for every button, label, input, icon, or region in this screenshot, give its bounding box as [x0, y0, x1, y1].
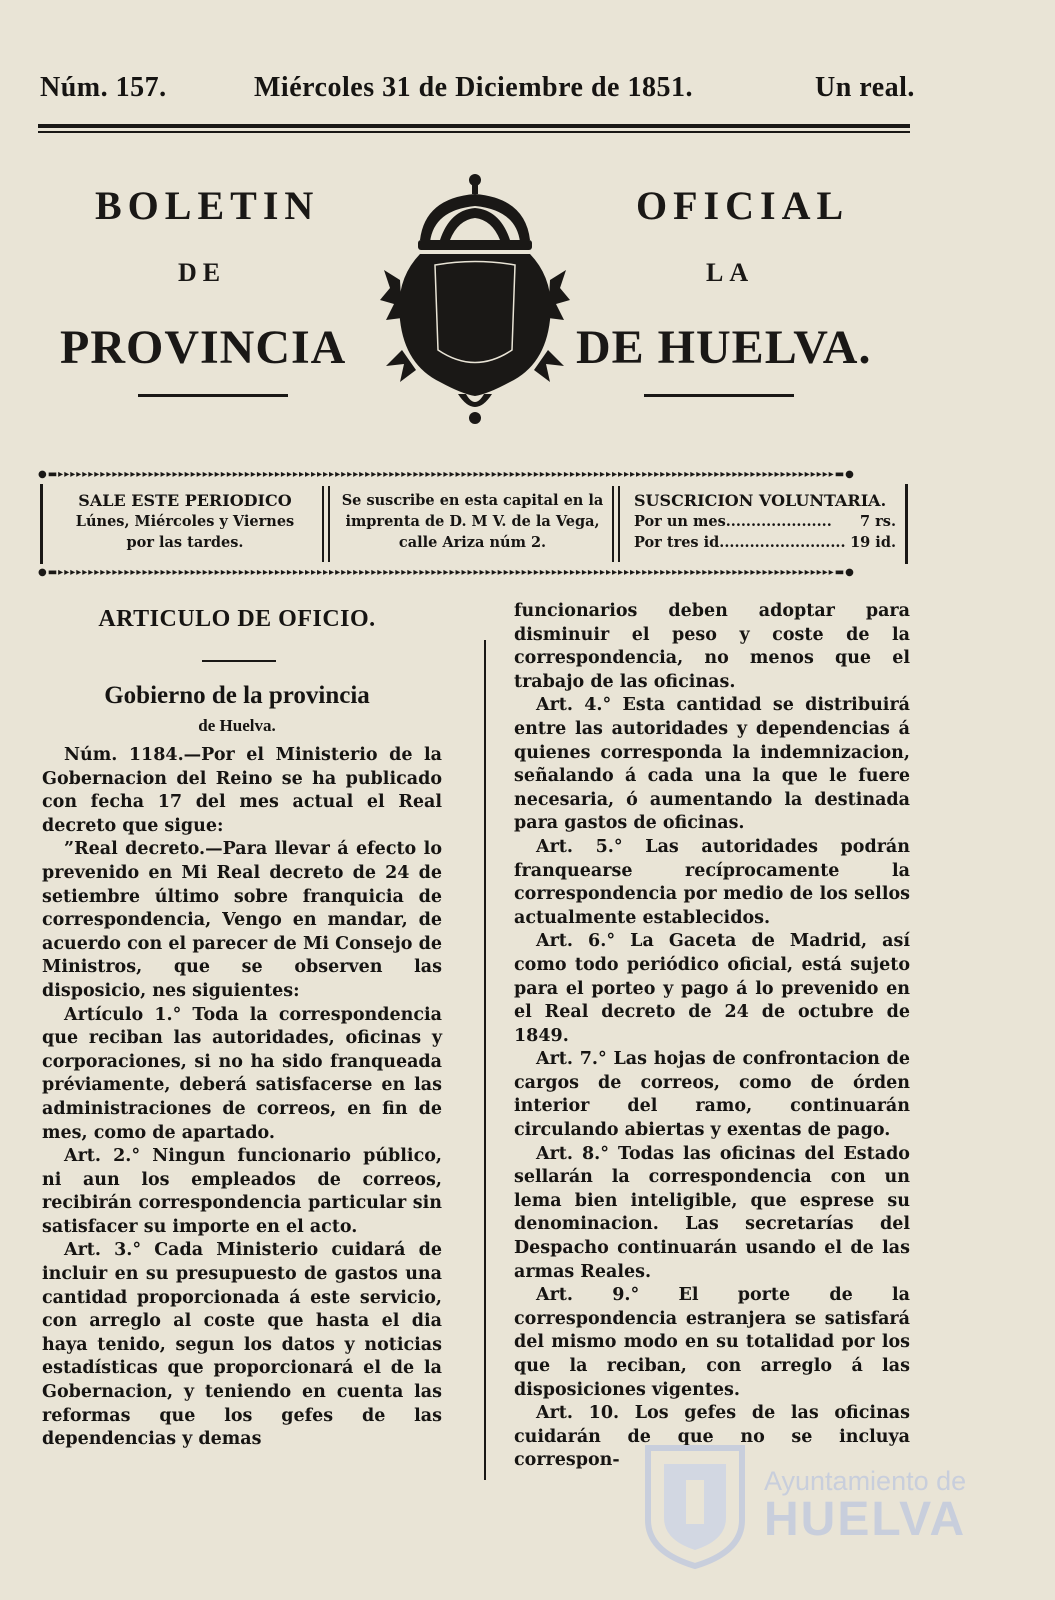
left-paragraph-2: ”Real decreto.—Para llevar á efecto lo prevenido en Mi Real decreto de 24 de setiembre último sobre franquicia de correspondencia, Vengo en mandar, de acuerdo con el parecer de Mi Consejo de Ministros, que se observen las disposicio, nes siguientes: [42, 839, 442, 1001]
right-paragraph-3: Art. 5.° Las autoridades podrán franquearse recíprocamente la correspondencia por medio de los sellos actualmente establecidos. [514, 836, 910, 928]
info-box-border-top: ●▬▸▸▸▸▸▸▸▸▸▸▸▸▸▸▸▸▸▸▸▸▸▸▸▸▸▸▸▸▸▸▸▸▸▸▸▸▸▸▸▸▸▸▸▸▸▸▸▸▸▸▸▸▸▸▸▸▸▸▸▸▸▸▸▸▸▸▸▸▸▸▸▸▸▸▸▸▸▸▸▸▸▸▸▸▸▸▸▸▸▸▸▸▸▸▸▸▸▸▸▸▸▸▸▸▸▸▸▸▸▸▸▸▸▸▸▸▸▸▸▸▸▸▸▸▸▸▸▸▸▬● [38, 470, 855, 480]
city-shield-watermark-icon [640, 1440, 750, 1570]
masthead-rule-top [38, 124, 910, 128]
masthead-rule-bottom [38, 131, 910, 133]
watermark-line2: HUELVA [764, 1493, 967, 1546]
info-publication-schedule [60, 490, 310, 553]
left-paragraph-1: Núm. 1184.—Por el Ministerio de la Gobernacion del Reino se ha publicado con fecha 17 del mes actual el Real decreto que sigue: [42, 745, 442, 836]
left-column [42, 744, 442, 1452]
left-paragraph-3: Artículo 1.° Toda la correspondencia que reciban las autoridades, oficinas y corporaciones, si no ha sido franqueada préviamente, deberá satisfacerse en las administraciones de correos, en fin de mes, como de apartado. [42, 1004, 442, 1143]
info-divider-2b [618, 486, 620, 562]
watermark-line1: Ayuntamiento de [764, 1466, 967, 1496]
title-decoration-left [138, 394, 288, 397]
title-de: DE [178, 258, 227, 287]
section-heading: ARTICULO DE OFICIO. [98, 606, 376, 632]
info-subscription-prices [634, 490, 896, 553]
right-paragraph-5: Art. 7.° Las hojas de confrontacion de cargos de correos, como de órden interior del ramo, continuarán circulando abiertas y exentas de pago. [514, 1049, 910, 1141]
info-left-line2: Lúnes, Miércoles y Viernes [75, 513, 295, 530]
info-left-line1: SALE ESTE PERIODICO [78, 491, 292, 510]
price-row-three-value: 19 id. [850, 534, 896, 551]
title-la: LA [706, 258, 755, 287]
price-row-month-label: Por un mes..................... [634, 513, 832, 530]
price-row-month-value: 7 rs. [860, 513, 896, 530]
price-row-three-label: Por tres id......................... [634, 534, 846, 551]
column-divider [484, 640, 486, 1480]
right-column [514, 600, 910, 1473]
info-center-line2: imprenta de D. M V. de la Vega, [345, 513, 600, 530]
price-row-three-months [634, 532, 896, 553]
issue-date: Miércoles 31 de Diciembre de 1851. [254, 72, 693, 103]
section-subheading: Gobierno de la provincia [104, 682, 370, 709]
title-de-huelva: DE HUELVA. [576, 321, 872, 374]
royal-coat-of-arms-icon [380, 170, 570, 430]
title-boletin: BOLETIN [95, 183, 320, 228]
issue-number: Núm. 157. [40, 72, 167, 103]
issue-price: Un real. [815, 72, 915, 103]
info-box-edge-left [40, 484, 43, 564]
info-left-line3: por las tardes. [126, 534, 244, 551]
section-heading-rule [202, 660, 276, 662]
info-center-line3: calle Ariza núm 2. [398, 534, 547, 551]
info-box-border-bottom: ●▬▸▸▸▸▸▸▸▸▸▸▸▸▸▸▸▸▸▸▸▸▸▸▸▸▸▸▸▸▸▸▸▸▸▸▸▸▸▸▸▸▸▸▸▸▸▸▸▸▸▸▸▸▸▸▸▸▸▸▸▸▸▸▸▸▸▸▸▸▸▸▸▸▸▸▸▸▸▸▸▸▸▸▸▸▸▸▸▸▸▸▸▸▸▸▸▸▸▸▸▸▸▸▸▸▸▸▸▸▸▸▸▸▸▸▸▸▸▸▸▸▸▸▸▸▸▸▸▸▸▬● [38, 568, 855, 578]
info-right-line1: SUSCRICION VOLUNTARIA. [634, 491, 887, 510]
info-divider-2a [612, 486, 614, 562]
right-paragraph-7: Art. 9.° El porte de la correspondencia estranjera se satisfará del mismo modo en su totalidad por los que la reciban, con arreglo á las disposiciones vigentes. [514, 1285, 910, 1400]
info-divider-1b [328, 486, 330, 562]
price-row-month [634, 511, 896, 532]
title-decoration-right [644, 394, 794, 397]
info-divider-1a [322, 486, 324, 562]
left-paragraph-4: Art. 2.° Ningun funcionario público, ni aun los empleados de correos, recibirán correspondencia particular sin satisfacer su importe en el acto. [42, 1146, 442, 1237]
info-center-line1: Se suscribe en esta capital en la [341, 492, 604, 509]
right-paragraph-8: Art. 10. Los gefes de las oficinas cuidarán de que no se incluya correspon- [514, 1403, 910, 1471]
right-paragraph-6: Art. 8.° Todas las oficinas del Estado sellarán la correspondencia con un lema bien inteligible, que esprese su denominacion. Las secretarías del Despacho continuarán usando el de las armas Reales. [514, 1143, 910, 1282]
title-provincia: PROVINCIA [60, 321, 347, 374]
title-oficial: OFICIAL [636, 183, 850, 228]
section-subheading-2: de Huelva. [198, 716, 276, 735]
right-paragraph-1: funcionarios deben adoptar para disminuir el peso y coste de la correspondencia, no menos que el trabajo de las oficinas. [514, 601, 910, 692]
right-paragraph-2: Art. 4.° Esta cantidad se distribuirá entre las autoridades y dependencias á quienes corresponda la indemnizacion, señalando á cada una la que le fuere necesaria, ó aumentando la destinada para gastos de oficinas. [514, 695, 910, 834]
info-subscription-place [340, 490, 605, 553]
info-box-edge-right [905, 484, 908, 564]
right-paragraph-4: Art. 6.° La Gaceta de Madrid, así como todo periódico oficial, está sujeto para el porteo y pago á lo prevenido en el Real decreto de 24 de octubre de 1849. [514, 931, 910, 1046]
left-paragraph-5: Art. 3.° Cada Ministerio cuidará de incluir en su presupuesto de gastos una cantidad proporcionada á este servicio, con arreglo al coste que hasta el dia haya tenido, segun los datos y noticias estadísticas que proporcionará el de la Gobernacion, y teniendo en cuenta las reformas que los gefes de las dependencias y demas [42, 1240, 442, 1450]
